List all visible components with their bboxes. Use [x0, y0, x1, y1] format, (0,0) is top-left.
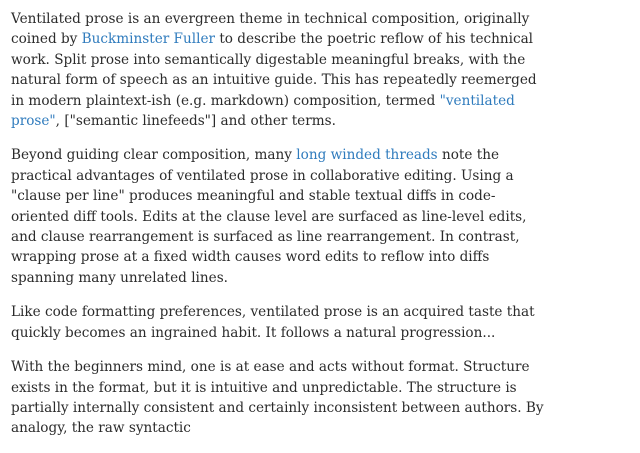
- article-body: [11, 9, 546, 453]
- long-winded-threads-link[interactable]: long winded threads: [296, 147, 438, 164]
- ventilated-prose-link[interactable]: "ventilated prose": [11, 92, 515, 130]
- paragraph-4: With the beginners mind, one is at ease and acts without format. Structure exists in the format, but it is intuitive and unpredictable. The structure is partially internally consistent and certainly inconsistent between authors. By analogy, the raw syntactic: [11, 359, 544, 437]
- paragraph-1-text-c: , ["semantic linefeeds"] and other terms.: [55, 113, 336, 130]
- paragraph-1-text-a: Ventilated prose is an evergreen theme in technical composition, originally coined by: [11, 11, 530, 48]
- paragraph-2-text-a: Beyond guiding clear composition, many: [11, 147, 297, 164]
- buckminster-fuller-link[interactable]: Buckminster Fuller: [81, 31, 215, 48]
- paragraph-1: [11, 9, 546, 131]
- paragraph-3: Like code formatting preferences, ventilated prose is an acquired taste that quickly becomes an ingrained habit. It follows a natural progression...: [11, 304, 535, 341]
- paragraph-1-text-b: to describe the poetric reflow of his technical work. Split prose into semantically digestable meaningful breaks, with the natural form of speech as an intuitive guide. This has repeatedly reemerged in modern plaintext-ish (e.g. markdown) composition, termed: [11, 31, 537, 109]
- paragraph-2: [11, 145, 546, 288]
- paragraph-2-text-b: note the practical advantages of ventilated prose in collaborative editing. Using a "clause per line" produces meaningful and stable textual diffs in code-oriented diff tools. Edits at the clause level are surfaced as line-level edits, and clause rearrangement is surfaced as line rearrangement. In contrast, wrapping prose at a fixed width causes word edits to reflow into diffs spanning many unrelated lines.: [11, 147, 527, 286]
